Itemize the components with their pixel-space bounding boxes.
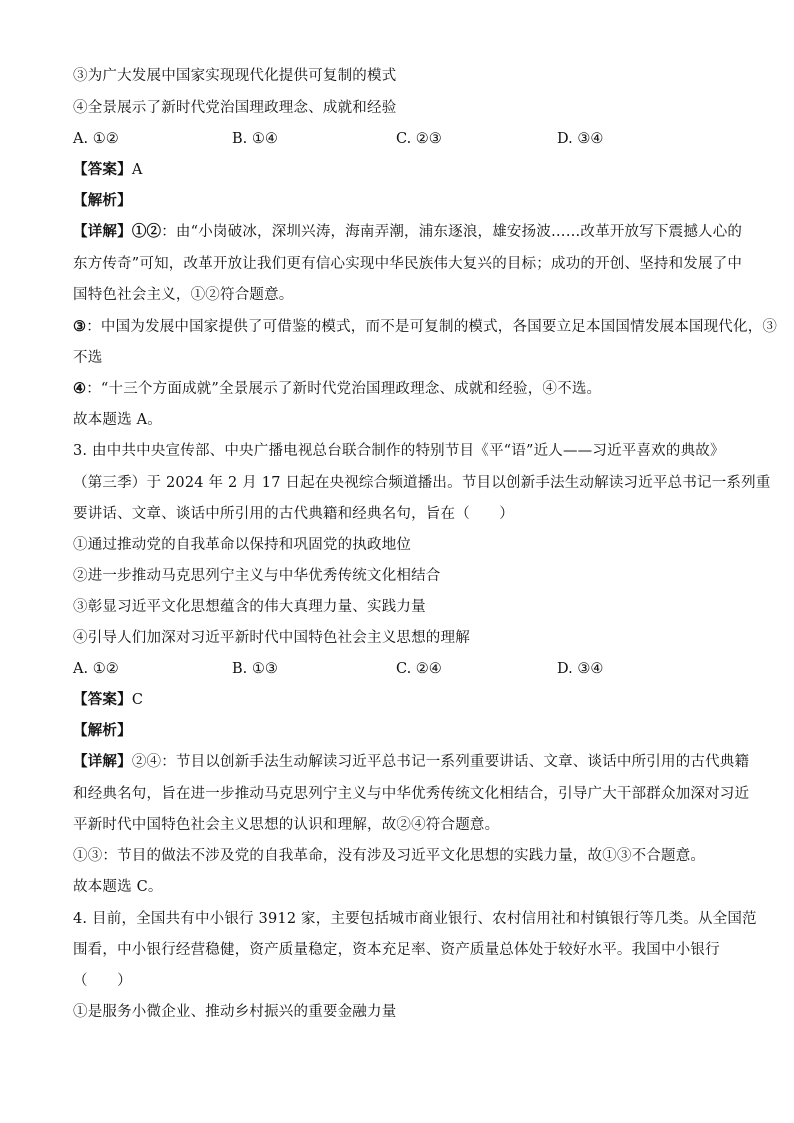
q3-option-d: D. ③④ — [557, 661, 604, 677]
q2-analysis-tag — [73, 191, 132, 211]
q3-detail-text-1: ②④：节目以创新手法生动解读习近平总书记一系列重要讲话、文章、谈话中所引用的古代典籍 — [131, 754, 750, 770]
q3-detail-b-line: ①③：节目的做法不涉及党的自我革命，没有涉及习近平文化思想的实践力量，故①③不合题意。 — [73, 848, 706, 864]
q3-item-2: ②进一步推动马克思列宁主义与中华优秀传统文化相结合 — [73, 568, 441, 584]
q2-option-c: C. ②③ — [396, 131, 442, 147]
q2-analysis-label: 【解析】 — [73, 192, 132, 209]
q3-detail-line-2: 和经典名句，旨在进一步推动马克思列宁主义与中华优秀传统文化相结合，引导广大干部群众加深对习近 — [73, 786, 750, 802]
q2-answer-line — [73, 160, 142, 180]
q2-detail-tag: 【详解】 — [73, 223, 132, 240]
q2-item-3: ③为广大发展中国家实现现代化提供可复制的模式 — [73, 68, 397, 84]
q3-option-b: B. ①③ — [232, 661, 278, 677]
q3-answer-value: C — [131, 692, 144, 708]
q3-detail-tag: 【详解】 — [73, 753, 132, 770]
q3-conclusion: 故本题选 C。 — [73, 879, 163, 895]
q3-analysis-tag — [73, 721, 132, 741]
q4-item-1: ①是服务小微企业、推动乡村振兴的重要金融力量 — [73, 1004, 397, 1020]
q2-detail-line-1 — [73, 222, 742, 242]
q2-detail-b-line-1 — [73, 317, 777, 337]
q2-detail-c-lead: ④ — [73, 380, 87, 397]
q2-answer-value: A — [131, 162, 143, 178]
q2-option-a: A. ①② — [73, 131, 119, 147]
q3-stem-line-1: 3. 由中共中央宣传部、中央广播电视总台联合制作的特别节目《平“语”近人——习近平喜欢的典故》 — [73, 443, 725, 459]
q3-item-1: ①通过推动党的自我革命以保持和巩固党的执政地位 — [73, 537, 412, 553]
q3-option-a: A. ①② — [73, 661, 119, 677]
q2-detail-text-1: ：由“小岗破冰，深圳兴涛，海南弄潮，浦东逐浪，雄安扬波……改革开放写下震撼人心的 — [161, 224, 743, 240]
q2-item-4: ④全景展示了新时代党治国理政理念、成就和经验 — [73, 100, 397, 116]
q3-answer-tag: 【答案】 — [73, 691, 132, 708]
q2-detail-lead: ①② — [131, 223, 162, 240]
q3-item-3: ③彰显习近平文化思想蕴含的伟大真理力量、实践力量 — [73, 599, 426, 615]
q3-detail-line-1 — [73, 752, 749, 772]
q2-detail-b-lead: ③ — [73, 318, 87, 335]
q4-stem-line-1: 4. 目前，全国共有中小银行 3912 家，主要包括城市商业银行、农村信用社和村镇银行等几类。从全国范 — [73, 911, 757, 927]
q3-stem-line-3: 要讲话、文章、谈话中所引用的古代典籍和经典名句，旨在（ ） — [73, 506, 514, 522]
q4-stem-line-2: 围看，中小银行经营稳健，资产质量稳定，资本充足率、资产质量总体处于较好水平。我国中小银行 — [73, 942, 720, 958]
q2-answer-tag: 【答案】 — [73, 161, 132, 178]
q3-item-4: ④引导人们加深对习近平新时代中国特色社会主义思想的理解 — [73, 630, 470, 646]
q2-detail-c-line — [73, 379, 601, 399]
q2-detail-b-text: ：中国为发展中国家提供了可借鉴的模式，而不是可复制的模式，各国要立足本国国情发展本国现代化，③ — [86, 319, 778, 335]
q2-option-b: B. ①④ — [232, 131, 278, 147]
q4-stem-line-3: （ ） — [73, 973, 132, 989]
q2-conclusion: 故本题选 A。 — [73, 412, 162, 428]
q3-analysis-label: 【解析】 — [73, 722, 132, 739]
q2-detail-c-text: ：“十三个方面成就”全景展示了新时代党治国理政理念、成就和经验，④不选。 — [86, 381, 602, 397]
q3-answer-line — [73, 690, 143, 710]
q3-detail-line-3: 平新时代中国特色社会主义思想的认识和理解，故②④符合题意。 — [73, 817, 500, 833]
q2-detail-b-line-2: 不选 — [73, 350, 103, 366]
q2-detail-line-3: 国特色社会主义，①②符合题意。 — [73, 287, 294, 303]
q2-option-d: D. ③④ — [557, 131, 604, 147]
q3-stem-line-2: （第三季）于 2024 年 2 月 17 日起在央视综合频道播出。节目以创新手法生动解读习近平总书记一系列重 — [73, 475, 771, 491]
q3-option-c: C. ②④ — [396, 661, 442, 677]
q2-detail-line-2: 东方传奇”可知，改革开放让我们更有信心实现中华民族伟大复兴的目标；成功的开创、坚持和发展了中 — [73, 256, 743, 272]
